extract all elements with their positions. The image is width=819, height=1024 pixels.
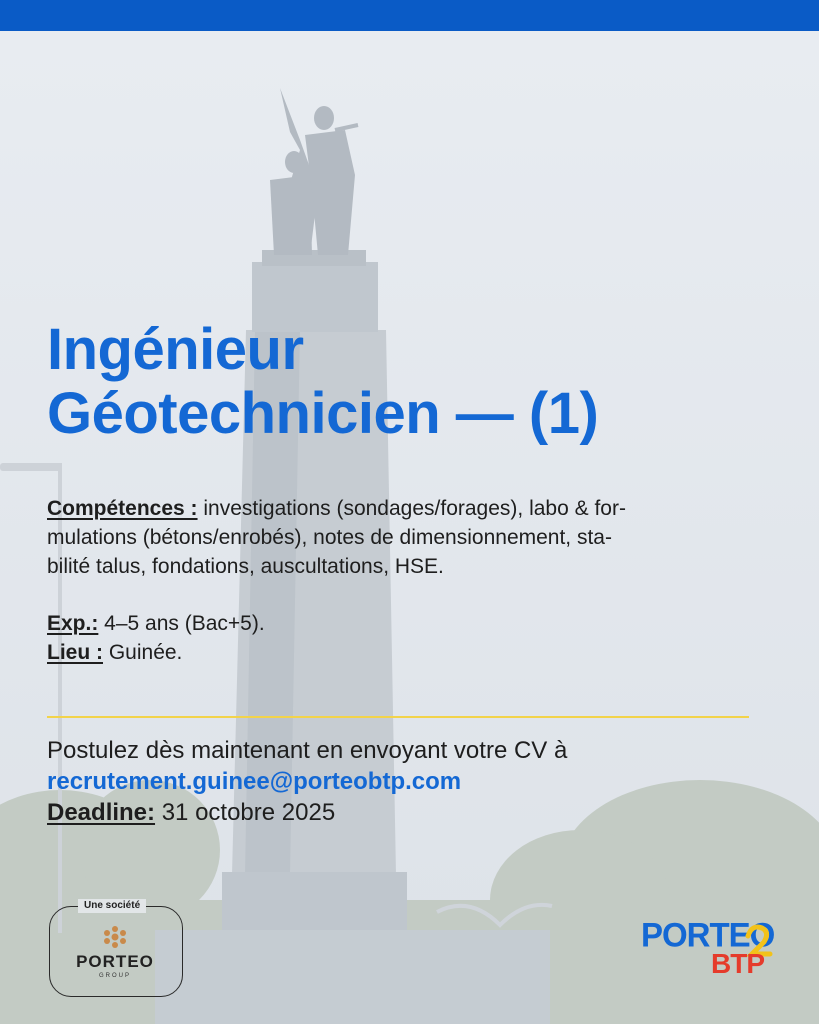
header-bar [0,0,819,31]
job-title-line1: Ingénieur [47,317,304,382]
location-value: Guinée. [103,641,183,664]
experience-value: 4–5 ans (Bac+5). [98,612,265,635]
brand-porteo: PORTEO [641,915,775,954]
experience-label: Exp.: [47,612,99,635]
apply-text: Postulez dès maintenant en envoyant votre CV à [47,737,568,764]
divider [47,716,749,718]
location-label: Lieu : [47,641,103,664]
deadline-value: 31 octobre 2025 [155,799,336,826]
skills-text-line3: bilité talus, fondations, auscultations, HSE. [47,555,444,578]
requirements [47,609,265,667]
group-sub: GROUP [98,973,131,979]
apply-section [47,735,567,828]
group-name: PORTEO [76,952,154,971]
porteo-group-logo-icon [100,924,130,950]
skills-section [47,494,757,581]
skills-text-line2: mulations (bétons/enrobés), notes de dimensionnement, sta- [47,526,612,549]
job-title [47,318,598,446]
group-tag: Une société [78,899,146,913]
job-title-line2: Géotechnicien — (1) [47,381,599,446]
skills-text-line1: investigations (sondages/forages), labo & for- [197,497,626,520]
brand-btp: BTP [711,948,764,979]
skills-label: Compétences : [47,497,198,520]
email-link[interactable]: recrutement.guinee@porteobtp.com [47,768,462,795]
deadline-label: Deadline: [47,799,156,826]
